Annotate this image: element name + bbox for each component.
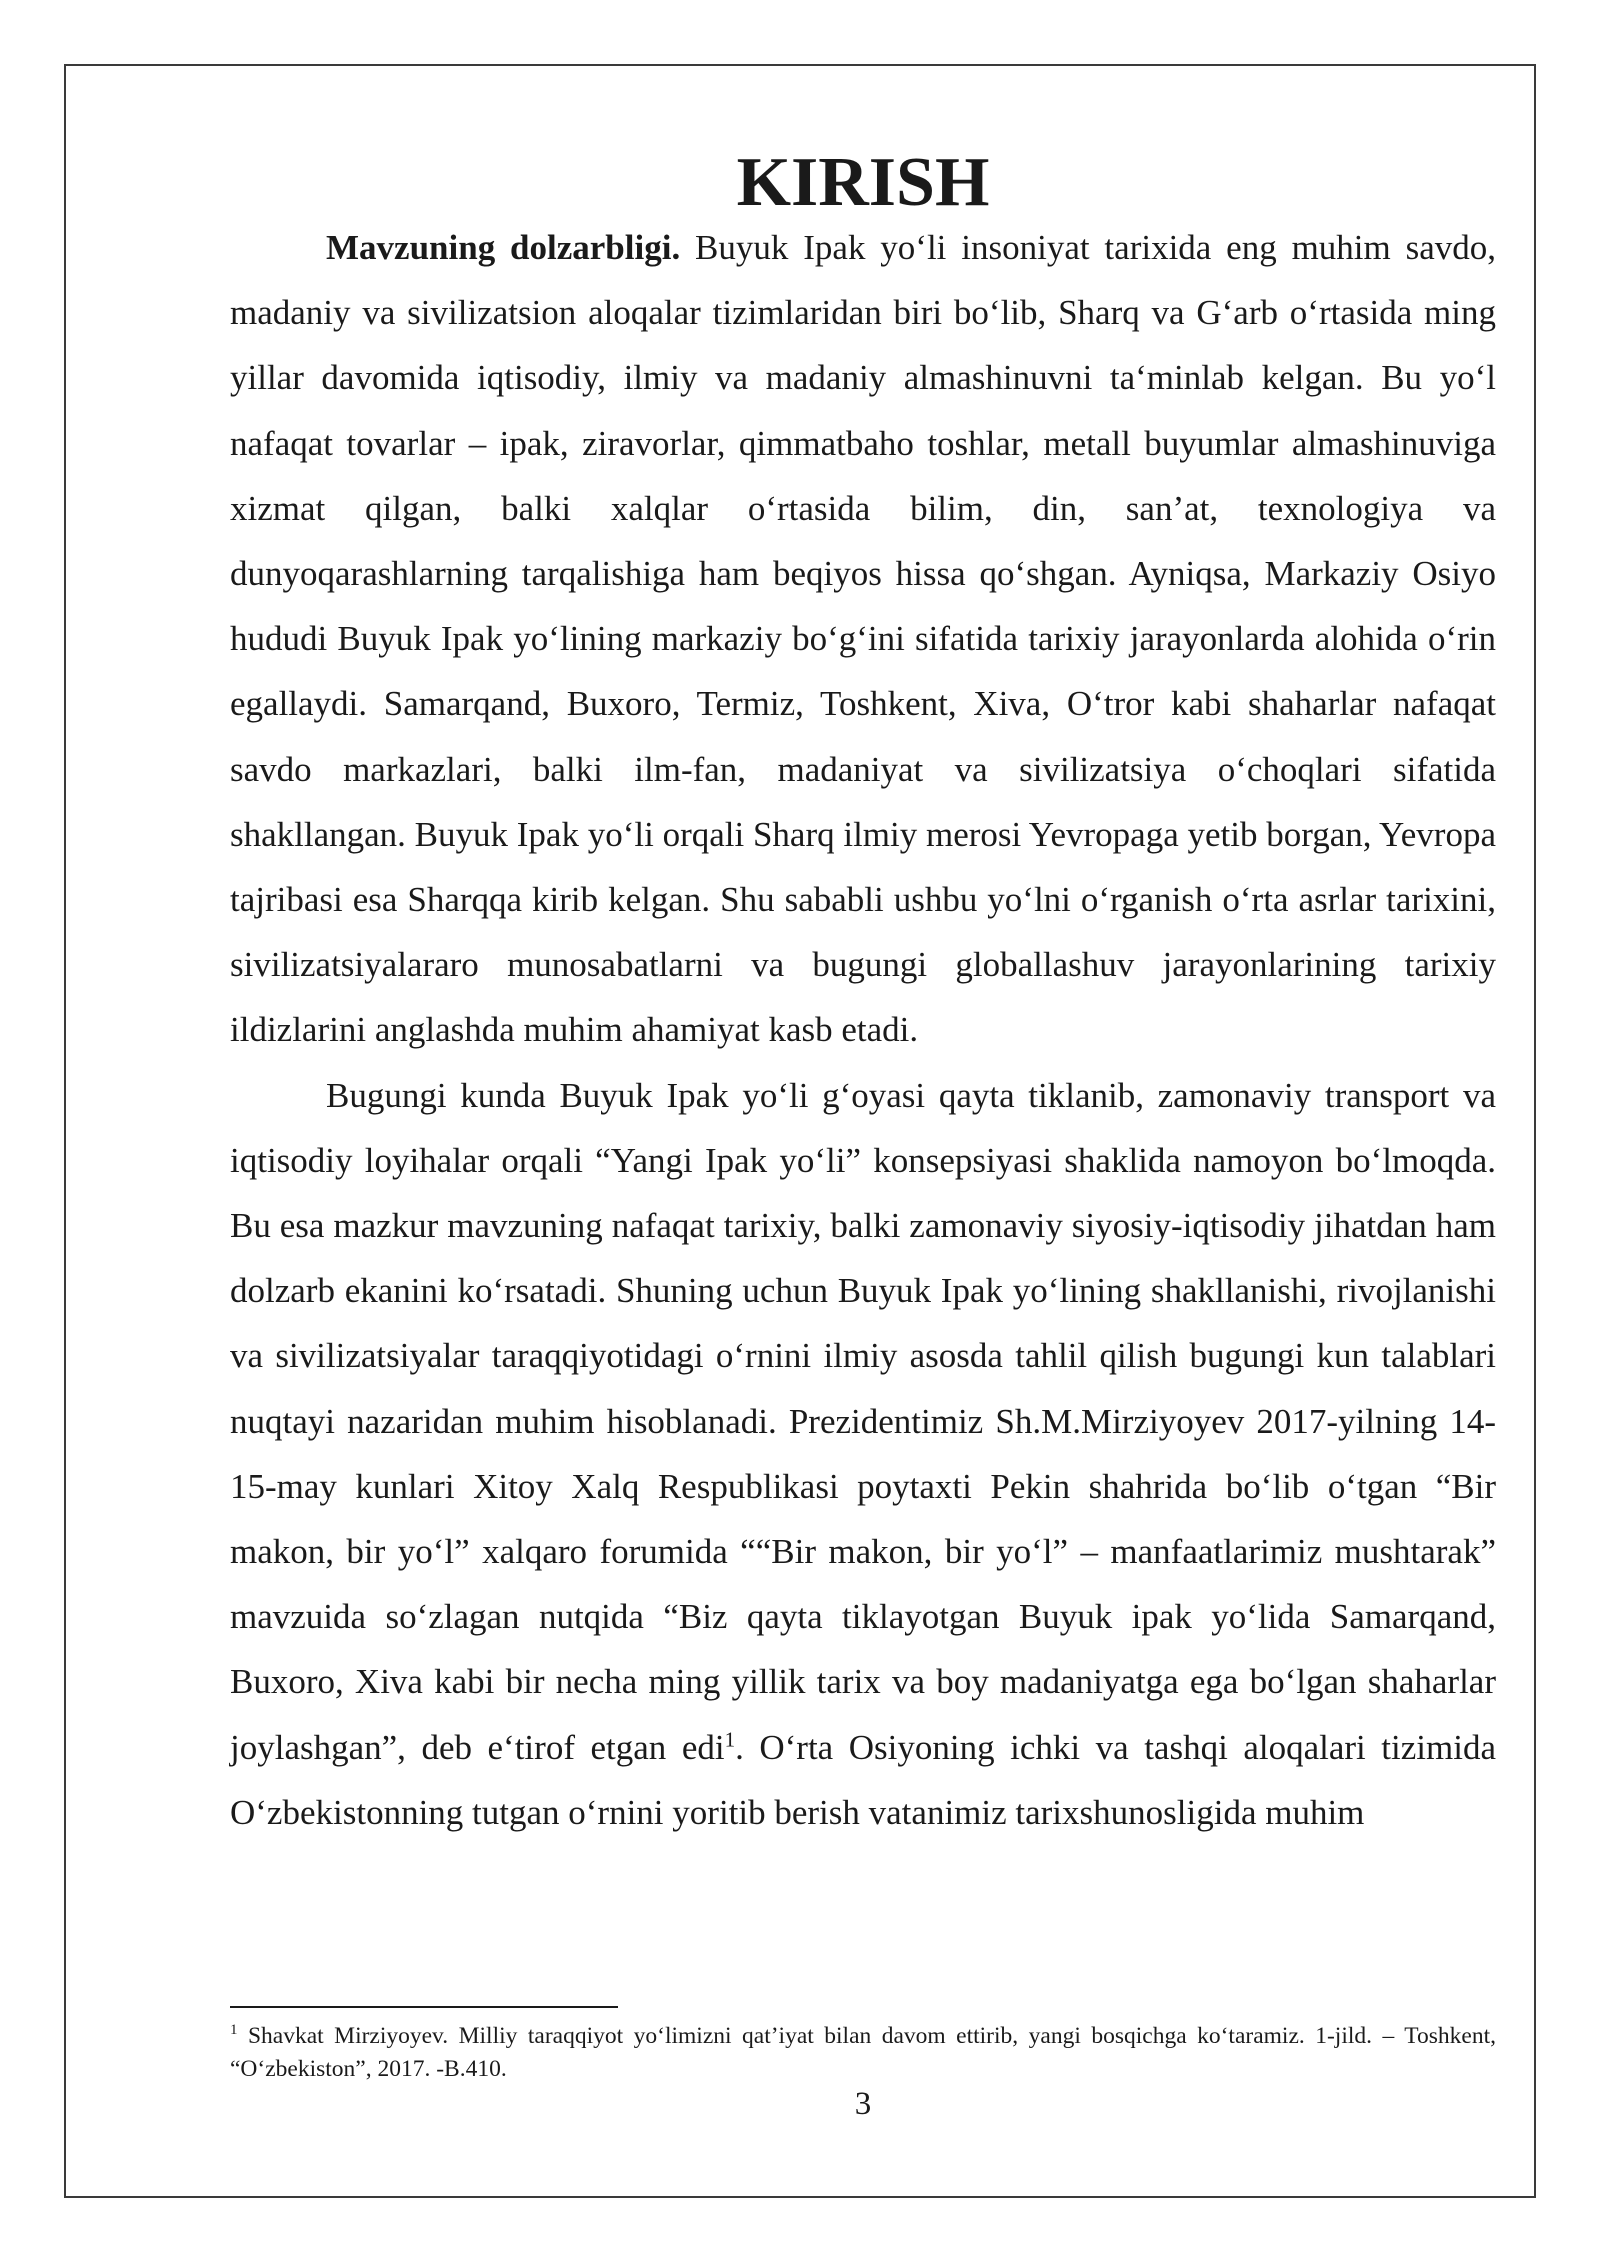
paragraph-lead: Mavzuning dolzarbligi. bbox=[326, 228, 681, 267]
paragraph-text-after-note: . O‘rta Osiyoning ichki va tashqi aloqalari tizimida O‘zbekistonning tutgan o‘rnini yoritib berish vatanimiz tarixshunosligida muhim bbox=[230, 1727, 1496, 1832]
footnote bbox=[230, 2020, 1496, 2086]
page-body bbox=[230, 144, 1496, 1845]
page-title: KIRISH bbox=[736, 144, 990, 221]
paragraph-text: Buyuk Ipak yo‘li insoniyat tarixida eng muhim savdo, madaniy va sivilizatsion aloqalar tizimlaridan biri bo‘lib, Sharq va G‘arb o‘rtasida ming yillar davomida iqtisodiy, ilmiy va madaniy almashinuvni ta‘minlab kelgan. Bu yo‘l nafaqat tovarlar – ipak, ziravorlar, qimmatbaho toshlar, metall buyumlar almashinuviga xizmat qilgan, balki xalqlar o‘rtasida bilim, din, san’at, texnologiya va dunyoqarashlarning tarqalishiga ham beqiyos hissa qo‘shgan. Ayniqsa, Markaziy Osiyo hududi Buyuk Ipak yo‘lining markaziy bo‘g‘ini sifatida tarixiy jarayonlarda alohida o‘rin egallaydi. Samarqand, Buxoro, Termiz, Toshkent, Xiva, O‘tror kabi shaharlar nafaqat savdo markazlari, balki ilm-fan, madaniyat va sivilizatsiya o‘choqlari sifatida shakllangan. Buyuk Ipak yo‘li orqali Sharq ilmiy merosi Yevropaga yetib borgan, Yevropa tajribasi esa Sharqqa kirib kelgan. Shu sababli ushbu yo‘lni o‘rganish o‘rta asrlar tarixini, sivilizatsiyalararo munosabatlarni va bugungi globallashuv jarayonlarining tarixiy ildizlarini anglashda muhim ahamiyat kasb etadi. bbox=[230, 228, 1496, 1050]
paragraph-relevance bbox=[230, 215, 1496, 1063]
footnote-text: Shavkat Mirziyoyev. Milliy taraqqiyot yo‘limizni qat’iyat bilan davom ettirib, yangi bosqichga ko‘taramiz. 1-jild. – Toshkent, “O‘zbekiston”, 2017. -B.410. bbox=[230, 2023, 1496, 2082]
paragraph-new-silk-road bbox=[230, 1063, 1496, 1845]
paragraph-text-before-note: Bugungi kunda Buyuk Ipak yo‘li g‘oyasi qayta tiklanib, zamonaviy transport va iqtisodiy loyihalar orqali “Yangi Ipak yo‘li” konsepsiyasi shaklida namoyon bo‘lmoqda. Bu esa mazkur mavzuning nafaqat tarixiy, balki zamonaviy siyosiy-iqtisodiy jihatdan ham dolzarb ekanini ko‘rsatadi. Shuning uchun Buyuk Ipak yo‘lining shakllanishi, rivojlanishi va sivilizatsiyalar taraqqiyotidagi o‘rnini ilmiy asosda tahlil qilish bugungi kun talablari nuqtayi nazaridan muhim hisoblanadi. Prezidentimiz Sh.M.Mirziyoyev 2017-yilning 14-15-may kunlari Xitoy Xalq Respublikasi poytaxti Pekin shahrida bo‘lib o‘tgan “Bir makon, bir yo‘l” xalqaro forumida ““Bir makon, bir yo‘l” – manfaatlarimiz mushtarak” mavzuida so‘zlagan nutqida “Biz qayta tiklayotgan Buyuk ipak yo‘lida Samarqand, Buxoro, Xiva kabi bir necha ming yillik tarix va boy madaniyatga ega bo‘lgan shaharlar joylashgan”, deb e‘tirof etgan edi bbox=[230, 1075, 1496, 1767]
footnote-divider bbox=[230, 2006, 618, 2008]
footnote-reference: 1 bbox=[724, 1727, 736, 1752]
footnote-number: 1 bbox=[230, 2022, 238, 2039]
page-number: 3 bbox=[854, 2086, 872, 2122]
